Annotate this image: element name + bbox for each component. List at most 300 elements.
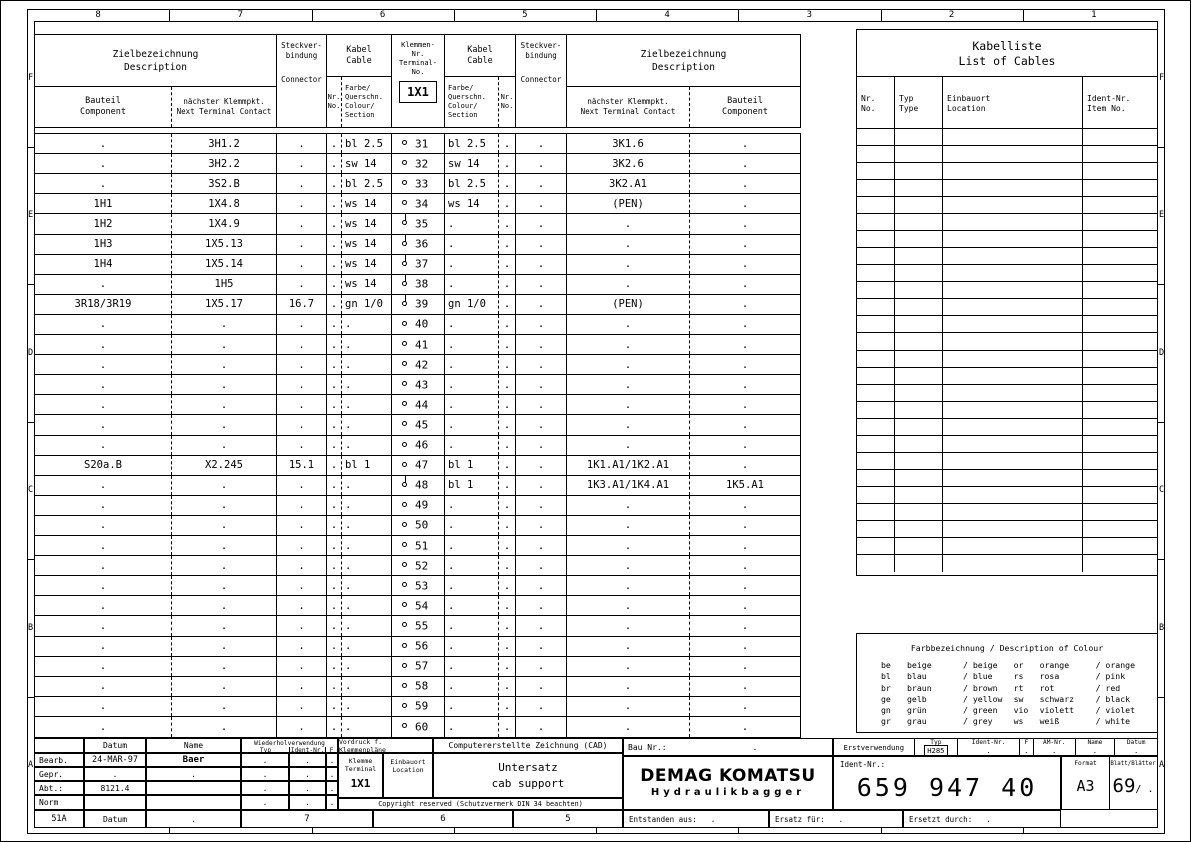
wied-f-value: . [326, 767, 338, 781]
description-label: Description [652, 61, 715, 73]
right-cable-colour: bl 2.5 [445, 174, 499, 193]
terminal-point [392, 456, 445, 475]
ident-nr-value: 659 947 40 [856, 773, 1038, 802]
left-component: 1H4 [35, 255, 172, 274]
left-cable-no: . [327, 556, 342, 575]
cable-list-empty-cell [1083, 504, 1156, 520]
terminal-row [35, 456, 800, 476]
right-next-terminal: . [567, 576, 690, 595]
cable-list-empty-cell [943, 555, 1083, 572]
right-component: . [741, 459, 749, 472]
left-component: . [35, 536, 172, 555]
terminal-number: 56 [415, 639, 429, 653]
cable-list-empty-cell [895, 146, 943, 162]
cable-list-empty-cell [1083, 385, 1156, 401]
erstverwendung-cell [833, 738, 1158, 756]
right-cable-colour: . [445, 214, 499, 233]
colour-legend-entry: or orange / orange [1013, 660, 1135, 670]
zone-label-right: C [1158, 485, 1165, 496]
cable-list-empty-cell [1083, 351, 1156, 367]
right-connector: . [516, 315, 567, 334]
zone-tick-top [312, 9, 313, 21]
right-cable-colour: . [445, 255, 499, 274]
cable-list-row [857, 419, 1157, 436]
terminal-row [35, 375, 800, 395]
terminal-circle-icon [402, 200, 407, 205]
terminal-circle-icon [402, 502, 407, 507]
right-connector: . [516, 415, 567, 434]
header-colour-right [445, 77, 499, 127]
wied-f-value: . [326, 753, 338, 767]
cable-list-empty-cell [943, 146, 1083, 162]
entstanden-label: Entstanden aus: [629, 814, 697, 824]
cable-list-empty-cell [943, 197, 1083, 213]
cable-list-empty-cell [895, 197, 943, 213]
datum-header: Datum [1126, 739, 1146, 746]
terminal-number: 35 [415, 217, 429, 231]
typ-value-wrap [924, 747, 947, 755]
left-component: . [35, 516, 172, 535]
left-cable-colour: . [342, 496, 392, 515]
cable-list-empty-cell [895, 248, 943, 264]
left-component: . [35, 315, 172, 334]
left-connector: . [277, 436, 327, 455]
terminal-circle-icon [402, 683, 407, 688]
left-cable-no: . [327, 476, 342, 495]
right-cable-colour: . [445, 415, 499, 434]
colour-legend-entry: gn grün / green [881, 705, 998, 716]
cable-list-empty-cell [895, 504, 943, 520]
terminal-circle-icon [402, 542, 407, 547]
cable-list-header-row [857, 77, 1157, 129]
right-next-terminal: . [567, 315, 690, 334]
right-cable-no: . [499, 315, 516, 334]
right-cable-colour: . [445, 516, 499, 535]
terminal-row [35, 496, 800, 516]
name-header: Name [146, 738, 241, 753]
left-cable-colour: . [342, 536, 392, 555]
terminal-strip-id: 1X1 [399, 81, 437, 103]
left-cable-no: . [327, 637, 342, 656]
cable-list-empty-cell [857, 231, 895, 247]
left-cable-colour: . [342, 717, 392, 737]
cable-list-empty-cell [1083, 214, 1156, 230]
left-cable-colour: . [342, 315, 392, 334]
left-connector: . [277, 717, 327, 737]
left-next-terminal: 1H5 [172, 275, 277, 294]
zone-tick-left [27, 697, 34, 698]
cable-list-empty-cell [857, 180, 895, 196]
cable-list-empty-cell [857, 248, 895, 264]
terminal-row [35, 476, 800, 496]
colour-legend-column [881, 660, 1002, 728]
left-next-terminal: X2.245 [172, 456, 277, 475]
cable-list-row [857, 555, 1157, 572]
terminal-point [392, 315, 445, 334]
right-component: . [741, 157, 749, 170]
right-cable-colour: . [445, 616, 499, 635]
terminal-number: 54 [415, 599, 429, 613]
cable-list-empty-cell [943, 538, 1083, 554]
header-bauteil-left [35, 87, 172, 127]
norm-label: Norm [34, 795, 84, 810]
cable-list-row [857, 248, 1157, 265]
left-cable-colour: . [342, 657, 392, 676]
left-connector: . [277, 275, 327, 294]
nr-label: Nr. [327, 93, 341, 101]
zone-label-right: F [1158, 72, 1165, 83]
zone-label-left: F [27, 72, 34, 83]
right-connector: . [516, 395, 567, 414]
right-next-terminal: . [567, 496, 690, 515]
cable-list-empty-cell [895, 265, 943, 281]
erst-f-col [1019, 739, 1033, 755]
left-component: . [35, 677, 172, 696]
terminal-point [392, 295, 445, 314]
terminal-circle-icon [402, 442, 407, 447]
terminal-number: 49 [415, 498, 429, 512]
left-cable-no: . [327, 415, 342, 434]
connector-label: Connector [520, 75, 562, 84]
left-connector: . [277, 576, 327, 595]
right-next-terminal: . [567, 556, 690, 575]
terminal-number: 59 [415, 699, 429, 713]
cable-list-empty-cell [895, 214, 943, 230]
left-cable-no: . [327, 717, 342, 737]
right-component: . [741, 378, 749, 391]
datum-header: Datum [84, 738, 146, 753]
naechster-label: nächster Klemmpkt. [183, 97, 265, 106]
terminal-circle-icon [402, 462, 407, 467]
left-connector: 15.1 [277, 456, 327, 475]
right-component: . [741, 358, 749, 371]
ident-nr-cell [833, 756, 1061, 810]
terminal-circle-icon [402, 482, 407, 487]
terminal-row [35, 576, 800, 596]
right-connector: . [516, 456, 567, 475]
left-cable-no: . [327, 255, 342, 274]
cable-list-empty-cell [857, 316, 895, 332]
right-next-terminal: . [567, 255, 690, 274]
left-component: . [35, 375, 172, 394]
left-component: . [35, 436, 172, 455]
wied-typ-value: . [241, 753, 289, 767]
left-component: 1H1 [35, 194, 172, 213]
terminal-label: Terminal [344, 765, 377, 773]
blatt-number: 69 [1112, 775, 1136, 797]
terminal-point [392, 395, 445, 414]
cable-list-empty-cell [1083, 419, 1156, 435]
left-cable-colour: . [342, 697, 392, 716]
klemme-cell [338, 753, 383, 798]
zone-label-top: 7 [237, 10, 244, 20]
left-connector: . [277, 476, 327, 495]
left-cable-no: . [327, 677, 342, 696]
erst-typ-col [914, 739, 958, 755]
header-naechster-left [172, 87, 277, 127]
klemme-label: Klemme [348, 757, 373, 765]
zone-label-bottom: 5 [513, 810, 623, 828]
cable-list-title [857, 30, 1157, 77]
terminal-number: 52 [415, 559, 429, 573]
cable-list-empty-cell [1083, 180, 1156, 196]
terminal-connection-table [34, 34, 801, 738]
wiederholverwendung-label: Wiederholverwendung [254, 740, 325, 747]
right-connector: . [516, 235, 567, 254]
right-next-terminal: . [567, 214, 690, 233]
zone-label-bottom: 6 [373, 810, 513, 828]
cable-list-empty-cell [857, 538, 895, 554]
cable-list-empty-cell [1083, 487, 1156, 503]
right-component: . [741, 238, 749, 251]
left-next-terminal: . [172, 717, 277, 737]
right-cable-no: . [499, 415, 516, 434]
left-component: . [35, 596, 172, 615]
cable-list-empty-cell [895, 538, 943, 554]
right-component: . [741, 599, 749, 612]
terminal-row [35, 415, 800, 435]
zone-label-top: 3 [806, 10, 813, 20]
cable-list-empty-cell [943, 470, 1083, 486]
terminal-row [35, 677, 800, 697]
right-component: . [741, 579, 749, 592]
cable-list-empty-cell [943, 419, 1083, 435]
right-next-terminal: 3K2.A1 [567, 174, 690, 193]
left-cable-colour: . [342, 637, 392, 656]
terminal-row [35, 275, 800, 295]
titleblock-empty-cell [34, 738, 84, 753]
cable-list-empty-cell [895, 402, 943, 418]
ident-nr-header: Ident-Nr. [971, 739, 1006, 746]
terminal-row [35, 134, 800, 154]
next-terminal-label: Next Terminal Contact [176, 107, 272, 116]
cable-list-empty-cell [1083, 521, 1156, 537]
right-cable-colour: . [445, 436, 499, 455]
left-cable-no: . [327, 154, 342, 173]
right-cable-no: . [499, 436, 516, 455]
header-terminal-no [392, 35, 445, 127]
cable-list-empty-cell [943, 385, 1083, 401]
terminal-circle-icon [402, 361, 407, 366]
terminal-label: Terminal- [399, 59, 437, 67]
connector-label: Connector [281, 75, 322, 84]
right-connector: . [516, 496, 567, 515]
cable-list-empty-cell [943, 163, 1083, 179]
left-component: . [35, 355, 172, 374]
right-connector: . [516, 576, 567, 595]
cable-list-empty-cell [1083, 248, 1156, 264]
terminal-circle-icon [402, 622, 407, 627]
right-component: . [741, 338, 749, 351]
cable-list-row [857, 351, 1157, 368]
right-next-terminal: 3K2.6 [567, 154, 690, 173]
cable-label: Cable [467, 55, 493, 66]
right-cable-no: . [499, 395, 516, 414]
left-connector: . [277, 255, 327, 274]
right-component: . [741, 398, 749, 411]
erst-datum-col [1114, 739, 1157, 755]
left-connector: . [277, 596, 327, 615]
typ-header: Typ [930, 739, 942, 746]
zone-tick-left [27, 559, 34, 560]
right-component: . [741, 278, 749, 291]
location-label: Location [392, 766, 424, 774]
cable-list-empty-cell [857, 504, 895, 520]
vordruck-label: Vordruck f. Klemmenpläne [338, 738, 433, 753]
left-cable-colour: . [342, 355, 392, 374]
left-cable-no: . [327, 436, 342, 455]
right-next-terminal: . [567, 415, 690, 434]
naechster-label: nächster Klemmpkt. [587, 97, 669, 106]
cable-list-column-header: Einbauort Location [943, 77, 1083, 128]
cable-list-row [857, 453, 1157, 470]
blatt-label: Blatt/Blätter [1110, 761, 1156, 767]
left-next-terminal: 1X5.17 [172, 295, 277, 314]
zone-label-top: 6 [379, 10, 386, 20]
right-next-terminal: 1K3.A1/1K4.A1 [567, 476, 690, 495]
right-component: . [741, 177, 749, 190]
erstverwendung-label: Erstverwendung [843, 742, 905, 752]
left-connector: . [277, 375, 327, 394]
right-component: . [741, 499, 749, 512]
ident-nr-label: Ident-Nr.: [840, 760, 886, 769]
terminal-point [392, 194, 445, 213]
left-cable-colour: bl 2.5 [342, 174, 392, 193]
bearb-date: 24-MAR-97 [84, 753, 146, 767]
querschn-label: Querschn. [345, 93, 383, 101]
zone-label-left: C [27, 485, 34, 496]
right-cable-colour: . [445, 275, 499, 294]
right-component: . [741, 258, 749, 271]
cable-list-row [857, 163, 1157, 180]
left-cable-no: . [327, 355, 342, 374]
cable-list-empty-cell [857, 214, 895, 230]
bearb-name: Baer [146, 753, 241, 767]
cable-list-empty-cell [857, 282, 895, 298]
terminal-number: 34 [415, 197, 429, 211]
cable-list-empty-cell [943, 214, 1083, 230]
right-cable-no: . [499, 637, 516, 656]
left-next-terminal: . [172, 536, 277, 555]
right-cable-no: . [499, 154, 516, 173]
zone-tick-top [454, 9, 455, 21]
header-ziel-left [35, 35, 277, 87]
typ-value: H285 [924, 745, 947, 756]
terminal-circle-icon [402, 582, 407, 587]
left-cable-no: . [327, 697, 342, 716]
left-cable-no: . [327, 235, 342, 254]
terminal-point [392, 657, 445, 676]
terminal-row [35, 395, 800, 415]
cable-list-row [857, 231, 1157, 248]
left-next-terminal: . [172, 436, 277, 455]
cable-list-empty-cell [943, 453, 1083, 469]
zone-tick-top [169, 9, 170, 21]
left-next-terminal: . [172, 395, 277, 414]
farbe-label: Farbe/ [448, 84, 474, 92]
left-cable-colour: . [342, 616, 392, 635]
zone-tick-top [738, 9, 739, 21]
right-cable-colour: . [445, 677, 499, 696]
right-component: . [741, 720, 749, 733]
right-next-terminal: . [567, 275, 690, 294]
colour-legend-column [1014, 660, 1135, 728]
left-cable-colour: . [342, 335, 392, 354]
hydraulikbagger-logo-text: Hydraulikbagger [650, 787, 806, 798]
terminal-point [392, 415, 445, 434]
left-cable-no: . [327, 295, 342, 314]
terminal-row [35, 616, 800, 636]
terminal-circle-icon [402, 321, 407, 326]
right-cable-colour: sw 14 [445, 154, 499, 173]
zone-tick-bottom [454, 828, 455, 834]
cable-list-empty-cell [943, 299, 1083, 315]
cable-list-empty-cell [857, 129, 895, 145]
cable-list-empty-cell [1083, 402, 1156, 418]
cable-list-empty-cell [857, 419, 895, 435]
norm-date-cell [84, 795, 146, 810]
cable-list-empty-cell [895, 180, 943, 196]
cable-list-empty-cell [943, 333, 1083, 349]
cable-list-row [857, 521, 1157, 538]
left-connector: . [277, 315, 327, 334]
left-cable-colour: . [342, 415, 392, 434]
abt-name-cell [146, 781, 241, 795]
cable-list-row [857, 504, 1157, 521]
left-next-terminal: . [172, 556, 277, 575]
left-cable-colour: gn 1/0 [342, 295, 392, 314]
cable-list-row [857, 402, 1157, 419]
kabel-label: Kabel [346, 44, 372, 55]
cable-list-empty-cell [1083, 368, 1156, 384]
terminal-number: 57 [415, 659, 429, 673]
right-next-terminal: . [567, 677, 690, 696]
right-cable-colour: bl 1 [445, 456, 499, 475]
header-bauteil-right [690, 87, 800, 127]
terminal-id: 1X1 [350, 777, 371, 790]
cable-list-empty-cell [943, 487, 1083, 503]
zone-tick-left [27, 422, 34, 423]
cable-list-empty-cell [857, 265, 895, 281]
entstanden-value: . [710, 814, 716, 824]
cable-list-empty-cell [857, 163, 895, 179]
cable-list-empty-cell [1083, 282, 1156, 298]
klemmen-label: Klemmen- [401, 41, 435, 49]
left-cable-colour: sw 14 [342, 154, 392, 173]
cable-list-empty-cell [943, 521, 1083, 537]
terminal-number: 58 [415, 679, 429, 693]
cable-list-empty-cell [943, 402, 1083, 418]
left-cable-colour: . [342, 677, 392, 696]
right-component: . [741, 197, 749, 210]
zone-label-left: D [27, 347, 34, 358]
cable-list-row [857, 368, 1157, 385]
left-cable-no: . [327, 214, 342, 233]
right-cable-colour: . [445, 355, 499, 374]
right-cable-no: . [499, 697, 516, 716]
cable-list-empty-cell [943, 265, 1083, 281]
right-next-terminal: . [567, 335, 690, 354]
terminal-number: 47 [415, 458, 429, 472]
terminal-point [392, 697, 445, 716]
zone-tick-right [1158, 422, 1165, 423]
left-cable-no: . [327, 536, 342, 555]
left-component: 3R18/3R19 [35, 295, 172, 314]
terminal-row [35, 436, 800, 456]
left-connector: . [277, 616, 327, 635]
zone-tick-right [1158, 559, 1165, 560]
bottom-left-code: 51A [34, 810, 84, 828]
